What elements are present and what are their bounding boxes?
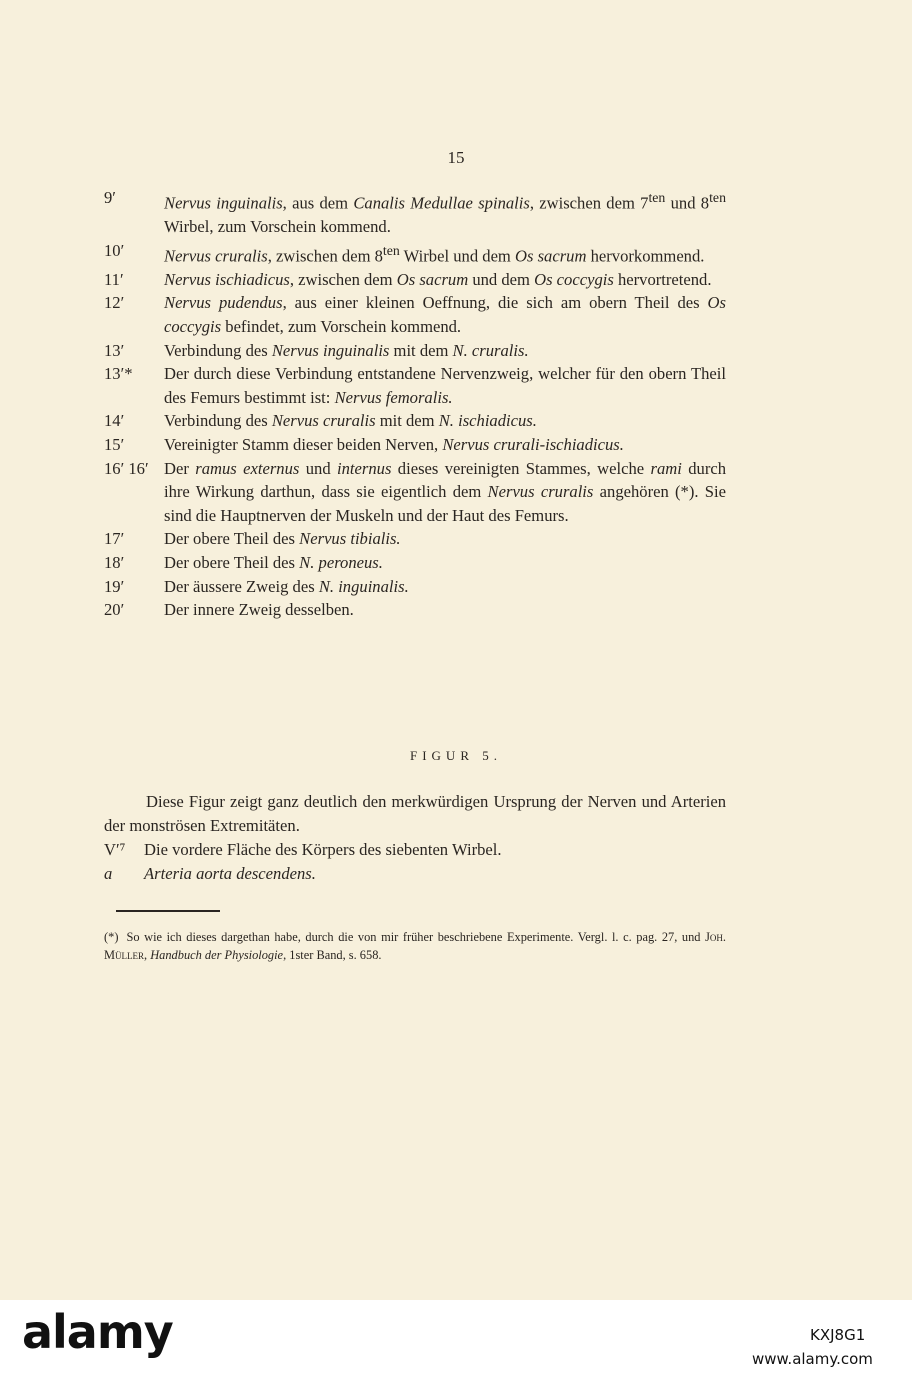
entry-text: Der obere Theil des N. peroneus. xyxy=(164,552,383,572)
legend-entry xyxy=(104,186,726,239)
footnote-rule xyxy=(116,910,220,912)
page-number: 15 xyxy=(447,148,465,167)
entry-number: 19′ xyxy=(104,576,125,596)
entry-number: 20′ xyxy=(104,600,125,620)
legend-entry xyxy=(104,575,726,599)
legend-entry xyxy=(104,527,726,551)
entry-number: 9′ xyxy=(104,188,116,207)
legend-entry xyxy=(104,291,726,338)
legend-entry xyxy=(104,339,726,363)
figure-entries xyxy=(104,838,726,886)
entry-text: Der äussere Zweig des N. inguinalis. xyxy=(164,576,409,596)
entry-text: Nervus cruralis, zwischen dem $8^{ten}$ Wirbel und dem Os sacrum hervorkommend. xyxy=(164,242,705,266)
footnote xyxy=(104,928,726,964)
figure-entry-label: a xyxy=(104,864,113,883)
figure-heading: FIGUR 5. xyxy=(409,748,502,763)
figure-entry xyxy=(104,862,726,886)
image-id: KXJ8G1 xyxy=(810,1326,866,1344)
legend-entry xyxy=(104,551,726,575)
entry-text: Der durch diese Verbindung entstandene Nervenzweig, welcher für den obern Theil des Femurs bestimmt ist: Nervus femoralis. xyxy=(164,364,726,407)
entry-number: 12′ xyxy=(104,293,125,313)
entry-number: 14′ xyxy=(104,411,125,431)
figure-entry xyxy=(104,838,726,862)
legend-entry xyxy=(104,598,726,622)
entry-text: Vereinigter Stamm dieser beiden Nerven, Nervus crurali-ischiadicus. xyxy=(164,435,624,454)
footnote-text: So wie ich dieses dargethan habe, durch die von mir früher beschriebene Experimente. Vergl. l. c. pag. 27, und Joh. Müller, Handbuch der Physiologie, 1ster Band, s. 658. xyxy=(104,930,726,962)
entry-text: Nervus ischiadicus, zwischen dem Os sacrum und dem Os coccygis hervortretend. xyxy=(164,269,712,289)
figure-description: Diese Figur zeigt ganz deutlich den merkwürdigen Ursprung der Nerven und Arterien der monströsen Extremitäten. xyxy=(104,792,726,835)
entry-text: Verbindung des Nervus inguinalis mit dem N. cruralis. xyxy=(164,340,529,360)
entry-text: Nervus inguinalis, aus dem Canalis Medullae spinalis, zwischen dem $7^{ten}$ und $8^{ten}$ Wirbel, zum Vorschein kommend. xyxy=(164,190,726,237)
entry-text: Der obere Theil des Nervus tibialis. xyxy=(164,529,401,549)
legend-entry xyxy=(104,362,726,409)
entry-number: 11′ xyxy=(104,269,124,289)
figure-entry-text: Die vordere Fläche des Körpers des siebenten Wirbel. xyxy=(144,840,502,859)
entry-number: 17′ xyxy=(104,529,125,549)
stock-url: www.alamy.com xyxy=(752,1350,873,1368)
entry-number: 13′* xyxy=(104,364,133,384)
entry-number: 16′ 16′ xyxy=(104,458,149,478)
alamy-logo: alamy xyxy=(22,1305,173,1359)
entry-text: Nervus pudendus, aus einer kleinen Oeffnung, die sich am obern Theil des Os coccygis befindet, zum Vorschein kommend. xyxy=(164,293,726,337)
footnote-mark: (*) xyxy=(104,930,119,944)
entry-number: 13′ xyxy=(104,340,125,360)
entry-number: 15′ xyxy=(104,435,125,454)
legend-entry xyxy=(104,457,726,528)
figure-entry-label: V′⁷ xyxy=(104,840,126,859)
legend-entry xyxy=(104,239,726,268)
entry-number: 10′ xyxy=(104,240,125,260)
entry-number: 18′ xyxy=(104,552,125,572)
entry-text: Der innere Zweig desselben. xyxy=(164,600,354,620)
legend-entry xyxy=(104,433,726,457)
legend-entries xyxy=(104,186,726,622)
legend-entry xyxy=(104,268,726,292)
entry-text: Der ramus externus und internus dieses vereinigten Stammes, welche rami durch ihre Wirkung darthun, dass sie eigentlich dem Nervus cruralis angehören (*). Sie sind die Hauptnerven der Muskeln und der Haut des Femurs. xyxy=(164,458,727,525)
figure-entry-text: Arteria aorta descendens. xyxy=(144,864,316,883)
legend-entry xyxy=(104,409,726,433)
entry-text: Verbindung des Nervus cruralis mit dem N. ischiadicus. xyxy=(164,411,537,431)
